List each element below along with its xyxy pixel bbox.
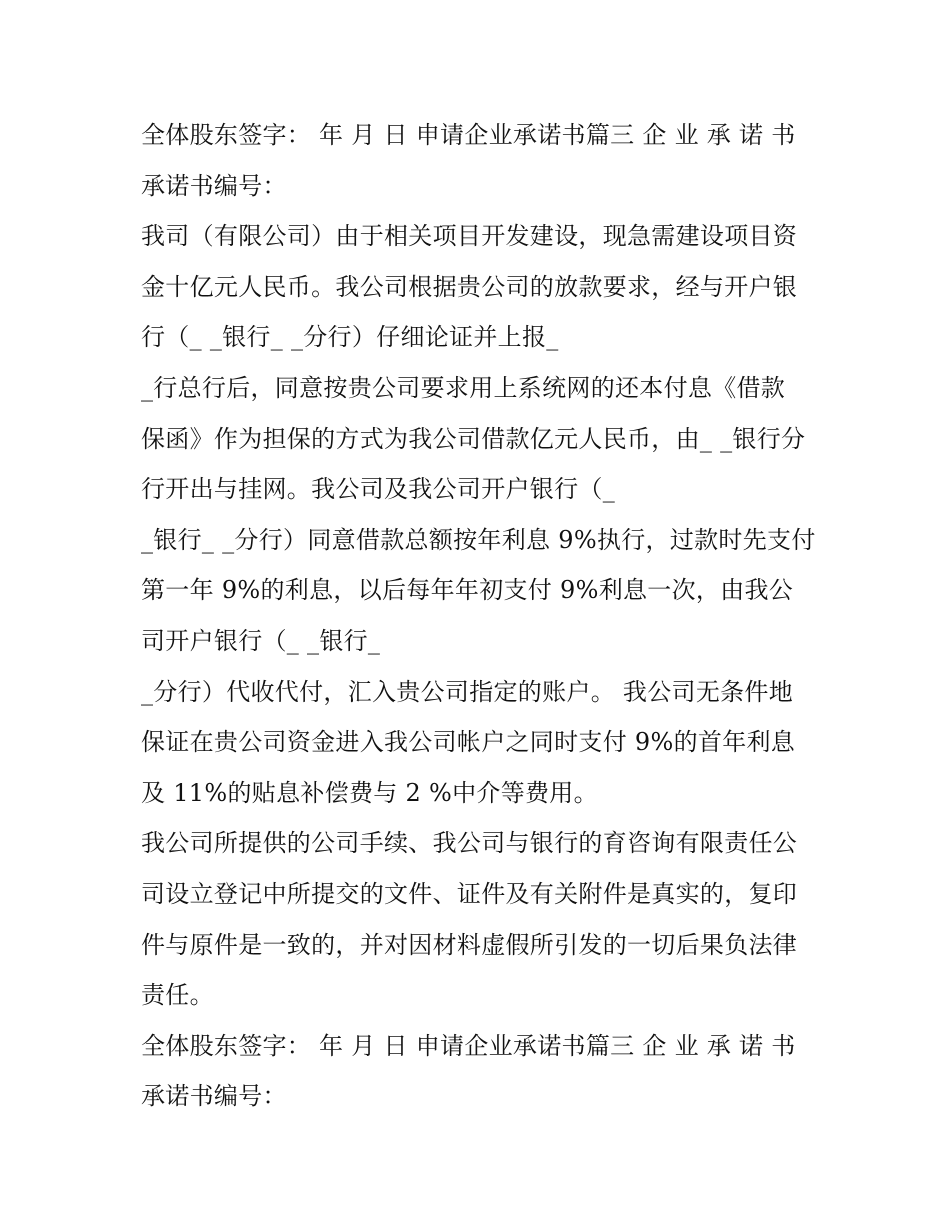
- text-line: 全体股东签字： 年 月 日 申请企业承诺书篇三 企 业 承 诺 书: [141, 121, 796, 149]
- text-line: 第一年 9%的利息，以后每年年初支付 9%利息一次，由我公: [141, 576, 794, 605]
- text-line: 全体股东签字： 年 月 日 申请企业承诺书篇三 企 业 承 诺 书: [141, 1031, 796, 1060]
- text-line: 承诺书编号：: [141, 171, 287, 200]
- text-line: 我司（有限公司）由于相关项目开发建设，现急需建设项目资: [141, 222, 798, 251]
- text-line: 司设立登记中所提交的文件、证件及有关附件是真实的，复印: [141, 879, 798, 908]
- text-line: 保函》作为担保的方式为我公司借款亿元人民币，由_ _银行分: [141, 424, 806, 453]
- text-line: 承诺书编号：: [141, 1082, 287, 1111]
- text-line: _银行_ _分行）同意借款总额按年利息 9%执行，过款时先支付: [141, 525, 816, 554]
- text-line: _分行）代收代付，汇入贵公司指定的账户。 我公司无条件地: [141, 677, 794, 706]
- document-body: [141, 110, 821, 1122]
- text-line: 金十亿元人民币。我公司根据贵公司的放款要求，经与开户银: [141, 272, 798, 301]
- text-line: 件与原件是一致的，并对因材料虚假所引发的一切后果负法律: [141, 930, 798, 959]
- text-line: 责任。: [141, 981, 214, 1010]
- text-line: 行开出与挂网。我公司及我公司开户银行（_: [141, 475, 615, 504]
- text-line: 保证在贵公司资金进入我公司帐户之同时支付 9%的首年利息: [141, 728, 796, 757]
- text-line: 行（_ _银行_ _分行）仔细论证并上报_: [141, 323, 559, 352]
- text-line: 司开户银行（_ _银行_: [141, 626, 381, 655]
- text-line: 我公司所提供的公司手续、我公司与银行的育咨询有限责任公: [141, 829, 798, 858]
- text-line: 及 11%的贴息补偿费与 2 %中介等费用。: [141, 778, 598, 807]
- text-line: _行总行后，同意按贵公司要求用上系统网的还本付息《借款: [141, 373, 786, 402]
